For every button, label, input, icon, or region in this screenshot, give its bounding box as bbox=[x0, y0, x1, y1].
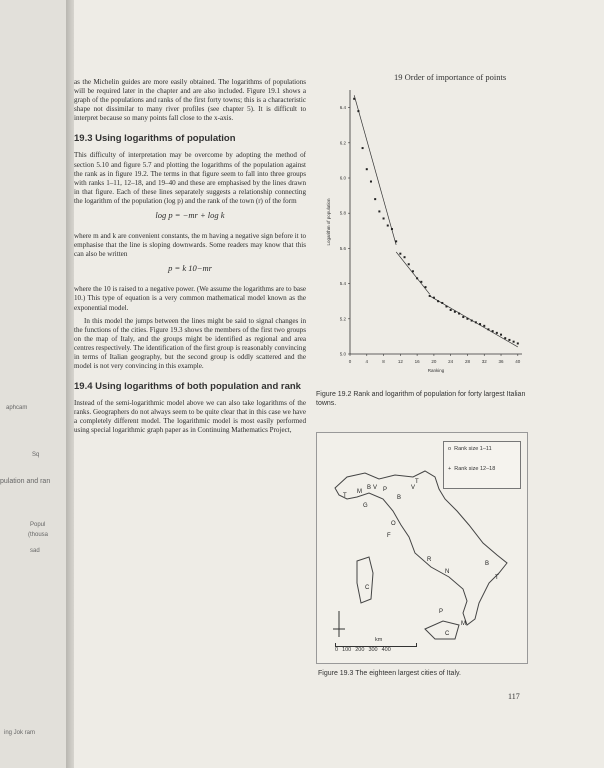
x-tick-label: 16 bbox=[414, 359, 420, 364]
city-label: P bbox=[383, 487, 388, 493]
data-point bbox=[500, 334, 502, 336]
map-legend bbox=[443, 441, 521, 489]
city-label: M bbox=[461, 621, 466, 627]
city-label: P bbox=[439, 609, 444, 615]
sardinia-outline bbox=[357, 557, 373, 603]
data-point bbox=[404, 256, 406, 258]
y-tick-label: 5.0 bbox=[339, 351, 346, 357]
formula-log-linear: log p = −mr + log k bbox=[155, 210, 225, 221]
paragraph: Instead of the semi-logarithmic model above we can also take logarithms of the ranks. Geographers do not always seem to be quite clear that in this case we have a completely different model. The logarithmic model is most easily performed using special logarithmic graph paper as in Continuing Mathematics Project, bbox=[74, 399, 306, 435]
legend-label: Rank size 12–18 bbox=[454, 466, 496, 472]
y-tick-label: 5.4 bbox=[339, 281, 346, 287]
city-label: G bbox=[363, 503, 368, 509]
data-point bbox=[395, 240, 397, 242]
left-page-bleed bbox=[0, 0, 70, 768]
city-label: T bbox=[343, 493, 347, 499]
bleed-text: pulation and ran bbox=[0, 478, 51, 485]
y-tick-label: 5.8 bbox=[339, 210, 346, 216]
city-label: R bbox=[427, 557, 432, 563]
x-axis-label: Ranking bbox=[427, 368, 445, 373]
x-tick-label: 24 bbox=[448, 359, 454, 364]
data-point bbox=[496, 332, 498, 334]
map-scale bbox=[335, 637, 417, 653]
data-point bbox=[517, 342, 519, 344]
data-point bbox=[445, 305, 447, 307]
data-point bbox=[425, 286, 427, 288]
y-tick-label: 6.2 bbox=[339, 140, 346, 146]
scale-tick-label: 0 bbox=[335, 647, 339, 653]
data-point bbox=[483, 325, 485, 327]
y-tick-label: 5.2 bbox=[339, 316, 346, 322]
scale-tick-label: 200 bbox=[355, 647, 365, 653]
x-tick-label: 32 bbox=[481, 359, 487, 364]
paragraph: In this model the jumps between the lines might be said to signal changes in the functions of the cities. Figure 19.3 shows the members of the first two groups on the map of Italy, and the groups might be identified as regional and area centres respectively. The identification of the first group is reasonably convincing in terms of Italian geography, but the second group is oddly scattered and the model is not very convincing in this example. bbox=[74, 316, 306, 371]
scale-unit: km bbox=[375, 637, 383, 643]
y-tick-label: 6.4 bbox=[339, 105, 346, 111]
data-point bbox=[508, 339, 510, 341]
intro-paragraph: as the Michelin guides are more easily obtained. The logarithms of populations will be required later in the chapter and are also included. Figure 19.1 shows a graph of the populations and ranks of the first forty towns; this is a characteristic shape not dissimilar to many river profiles (see chapter 5). It is difficult to interpret because so many points fall close to the x-axis. bbox=[74, 78, 306, 123]
data-point bbox=[437, 300, 439, 302]
data-point bbox=[383, 217, 385, 219]
legend-label: Rank size 1–11 bbox=[454, 446, 492, 452]
data-point bbox=[492, 330, 494, 332]
data-point bbox=[479, 323, 481, 325]
data-point bbox=[353, 98, 355, 100]
city-label: C bbox=[365, 585, 370, 591]
data-point bbox=[458, 313, 460, 315]
running-head: 19 Order of importance of points bbox=[394, 72, 507, 82]
body-text-column bbox=[74, 78, 306, 440]
data-point bbox=[513, 341, 515, 343]
city-label: V bbox=[411, 485, 416, 491]
legend-plus-symbol: + bbox=[448, 466, 452, 472]
data-point bbox=[387, 225, 389, 227]
data-point bbox=[420, 281, 422, 283]
y-tick-label: 5.6 bbox=[339, 245, 346, 251]
section-heading-19-4: 19.4 Using logarithms of both population and rank bbox=[74, 381, 301, 393]
data-point bbox=[408, 263, 410, 265]
x-tick-label: 12 bbox=[397, 359, 403, 364]
city-label: B bbox=[485, 561, 490, 567]
x-tick-label: 0 bbox=[348, 359, 352, 364]
section-heading-19-3: 19.3 Using logarithms of population bbox=[74, 133, 236, 145]
data-point bbox=[370, 181, 372, 183]
data-point bbox=[391, 228, 393, 230]
data-point bbox=[362, 147, 364, 149]
x-tick-label: 36 bbox=[498, 359, 504, 364]
city-label: F bbox=[387, 533, 391, 539]
bleed-text: sad bbox=[30, 548, 40, 554]
city-label: T bbox=[415, 479, 419, 485]
data-point bbox=[462, 316, 464, 318]
city-label: T bbox=[495, 575, 499, 581]
data-point bbox=[471, 320, 473, 322]
data-point bbox=[487, 328, 489, 330]
bleed-text: Sq bbox=[32, 452, 40, 458]
city-label: N bbox=[445, 569, 450, 575]
fit-line bbox=[354, 95, 396, 245]
x-tick-label: 28 bbox=[464, 359, 470, 364]
data-point bbox=[366, 168, 368, 170]
data-point bbox=[412, 270, 414, 272]
sicily-outline bbox=[425, 621, 459, 639]
paragraph: where the 10 is raised to a negative power. (We assume the logarithms are to base 10.) This type of equation is a very common mathematical model known as the exponential model. bbox=[74, 285, 306, 312]
legend-circle-symbol: o bbox=[448, 446, 452, 452]
scale-tick-label: 400 bbox=[381, 647, 391, 653]
rank-log-population-chart bbox=[316, 82, 528, 382]
paragraph: This difficulty of interpretation may be overcome by adopting the method of section 5.10 and figure 5.7 and plotting the logarithms of the population against the rank as in figure 19.2. The terms in that figure seem to fall into three groups with ranks 1–11, 12–18, and 19–40 and these are emphasised by the lines drawn in that figure. Each of these lines separately suggests a relationship connecting the logarithm of the population (log p) and the rank of the town (r) of the form bbox=[74, 151, 306, 205]
y-axis-label: Logarithm of population bbox=[326, 198, 331, 246]
data-point bbox=[429, 295, 431, 297]
data-point bbox=[399, 253, 401, 255]
data-point bbox=[416, 277, 418, 279]
city-label: V bbox=[373, 485, 378, 491]
paragraph: where m and k are convenient constants, the m having a negative sign before it to emphasise that the line is sloping downwards. Some readers may know that this can also be written bbox=[74, 232, 306, 259]
page-number: 117 bbox=[508, 692, 520, 701]
figure-19-3-caption: Figure 19.3 The eighteen largest cities of Italy. bbox=[318, 670, 461, 677]
bleed-text: Popul bbox=[30, 522, 46, 528]
city-label: B bbox=[367, 485, 372, 491]
data-point bbox=[357, 110, 359, 112]
x-tick-label: 8 bbox=[382, 359, 385, 364]
data-point bbox=[450, 309, 452, 311]
figure-19-2-chart bbox=[316, 82, 528, 390]
data-point bbox=[475, 321, 477, 323]
scale-tick-label: 300 bbox=[368, 647, 378, 653]
data-point bbox=[378, 210, 380, 212]
data-point bbox=[374, 198, 376, 200]
y-tick-label: 6.0 bbox=[339, 175, 346, 181]
data-point bbox=[454, 311, 456, 313]
bleed-text: (thousa bbox=[28, 532, 49, 538]
city-label: B bbox=[397, 495, 402, 501]
scale-tick-label: 100 bbox=[342, 647, 352, 653]
data-point bbox=[433, 297, 435, 299]
bleed-text: aphcam bbox=[6, 405, 28, 411]
data-point bbox=[466, 318, 468, 320]
city-label: M bbox=[357, 489, 362, 495]
x-tick-label: 20 bbox=[431, 359, 437, 364]
formula-exponential: p = k 10−mr bbox=[168, 263, 212, 274]
figure-19-3-map bbox=[316, 432, 528, 664]
data-point bbox=[504, 337, 506, 339]
figure-19-2-caption: Figure 19.2 Rank and logarithm of population for forty largest Italian towns. bbox=[316, 391, 526, 407]
x-tick-label: 4 bbox=[365, 359, 369, 364]
bleed-text: ing Jok ram bbox=[4, 730, 36, 736]
data-point bbox=[441, 302, 443, 304]
scale-ticks bbox=[335, 647, 417, 653]
x-tick-label: 40 bbox=[515, 359, 521, 364]
city-label: O bbox=[391, 521, 396, 527]
city-label: C bbox=[445, 631, 450, 637]
